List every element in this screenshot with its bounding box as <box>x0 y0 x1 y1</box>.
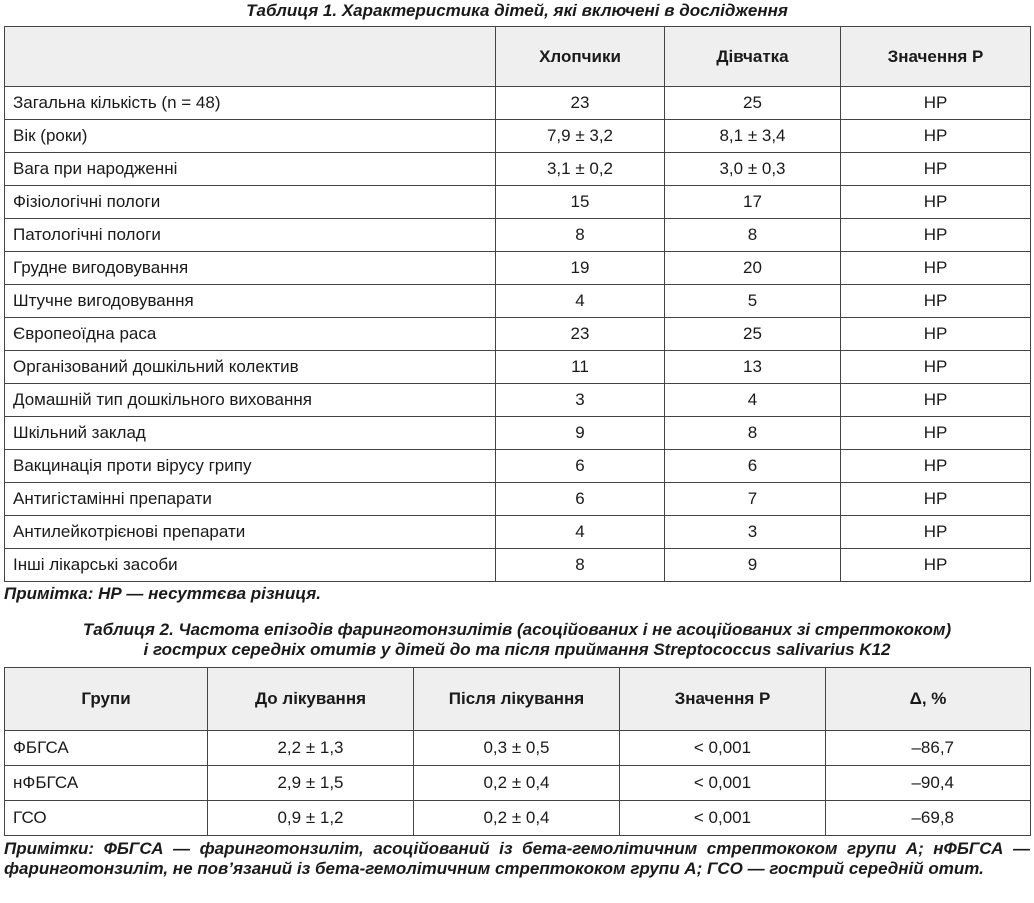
value-cell: –90,4 <box>826 766 1031 801</box>
row-label-cell: нФБГСА <box>5 766 208 801</box>
table1-body <box>5 87 1031 582</box>
value-cell: 8 <box>665 417 841 450</box>
value-cell: НР <box>841 153 1031 186</box>
table2-header-after: Після лікування <box>414 668 620 731</box>
value-cell: 0,3 ± 0,5 <box>414 731 620 766</box>
table-row <box>5 417 1031 450</box>
value-cell: 11 <box>496 351 665 384</box>
row-label-cell: Патологічні пологи <box>5 219 496 252</box>
table1-header-girls: Дівчатка <box>665 27 841 87</box>
table-row <box>5 219 1031 252</box>
value-cell: НР <box>841 285 1031 318</box>
value-cell: 25 <box>665 318 841 351</box>
value-cell: 5 <box>665 285 841 318</box>
table-row <box>5 186 1031 219</box>
value-cell: 6 <box>665 450 841 483</box>
table2-caption-line2: і гострих середніх отитів у дітей до та після приймання Streptococcus salivarius K12 <box>143 640 891 659</box>
value-cell: 9 <box>665 549 841 582</box>
value-cell: 4 <box>665 384 841 417</box>
row-label-cell: Вакцинація проти вірусу грипу <box>5 450 496 483</box>
table-row <box>5 450 1031 483</box>
value-cell: 19 <box>496 252 665 285</box>
table-row <box>5 731 1031 766</box>
table2-header-groups: Групи <box>5 668 208 731</box>
table-row <box>5 351 1031 384</box>
table-row <box>5 549 1031 582</box>
row-label-cell: Штучне вигодовування <box>5 285 496 318</box>
value-cell: НР <box>841 186 1031 219</box>
table2-caption-line1: Таблиця 2. Частота епізодів фаринготонзилітів (асоційованих і не асоційованих зі стрептококом) <box>82 620 952 639</box>
value-cell: 7 <box>665 483 841 516</box>
value-cell: НР <box>841 483 1031 516</box>
table-row <box>5 285 1031 318</box>
value-cell: 3,0 ± 0,3 <box>665 153 841 186</box>
value-cell: 4 <box>496 516 665 549</box>
value-cell: 8 <box>665 219 841 252</box>
table-row <box>5 120 1031 153</box>
row-label-cell: Домашній тип дошкільного виховання <box>5 384 496 417</box>
table2-header-delta: Δ, % <box>826 668 1031 731</box>
value-cell: НР <box>841 318 1031 351</box>
row-label-cell: Загальна кількість (n = 48) <box>5 87 496 120</box>
row-label-cell: Організований дошкільний колектив <box>5 351 496 384</box>
row-label-cell: Грудне вигодовування <box>5 252 496 285</box>
table1-caption: Таблиця 1. Характеристика дітей, які включені в дослідження <box>246 1 788 20</box>
value-cell: 6 <box>496 450 665 483</box>
row-label-cell: ФБГСА <box>5 731 208 766</box>
table1-header-row <box>5 27 1031 87</box>
value-cell: НР <box>841 351 1031 384</box>
value-cell: 2,2 ± 1,3 <box>208 731 414 766</box>
value-cell: 0,9 ± 1,2 <box>208 801 414 836</box>
table2-note: Примітки: ФБГСА — фаринготонзиліт, асоційований із бета-гемолітичним стрептококом групи А; нФБГСА — фаринготонзиліт, не пов’язаний із бета-гемолітичним стрептококом групи А; ГСО — гострий середній отит. <box>4 839 1030 878</box>
value-cell: 13 <box>665 351 841 384</box>
table-row <box>5 87 1031 120</box>
value-cell: НР <box>841 87 1031 120</box>
value-cell: 23 <box>496 87 665 120</box>
table-row <box>5 318 1031 351</box>
table2-header-row <box>5 668 1031 731</box>
table-row <box>5 516 1031 549</box>
value-cell: –69,8 <box>826 801 1031 836</box>
value-cell: 25 <box>665 87 841 120</box>
table-row <box>5 153 1031 186</box>
table-row <box>5 384 1031 417</box>
value-cell: 6 <box>496 483 665 516</box>
value-cell: –86,7 <box>826 731 1031 766</box>
table2-caption <box>0 620 1034 660</box>
table2-body <box>5 731 1031 836</box>
value-cell: 3,1 ± 0,2 <box>496 153 665 186</box>
value-cell: 0,2 ± 0,4 <box>414 801 620 836</box>
table1-header-label <box>5 27 496 87</box>
value-cell: НР <box>841 516 1031 549</box>
value-cell: НР <box>841 120 1031 153</box>
value-cell: < 0,001 <box>620 801 826 836</box>
table-row <box>5 766 1031 801</box>
row-label-cell: Європеоїдна раса <box>5 318 496 351</box>
table-row <box>5 801 1031 836</box>
row-label-cell: Антигістамінні препарати <box>5 483 496 516</box>
value-cell: 20 <box>665 252 841 285</box>
value-cell: 23 <box>496 318 665 351</box>
value-cell: НР <box>841 252 1031 285</box>
value-cell: 2,9 ± 1,5 <box>208 766 414 801</box>
table1-header-p-value: Значення Р <box>841 27 1031 87</box>
value-cell: 3 <box>496 384 665 417</box>
row-label-cell: Інші лікарські засоби <box>5 549 496 582</box>
table1-header-boys: Хлопчики <box>496 27 665 87</box>
value-cell: НР <box>841 549 1031 582</box>
value-cell: НР <box>841 417 1031 450</box>
table1-note: Примітка: НР — несуттєва різниця. <box>4 584 321 603</box>
episode-frequency-table <box>4 667 1031 836</box>
characteristics-table <box>4 26 1031 582</box>
table-row <box>5 252 1031 285</box>
row-label-cell: Вік (роки) <box>5 120 496 153</box>
value-cell: 3 <box>665 516 841 549</box>
value-cell: НР <box>841 384 1031 417</box>
value-cell: 0,2 ± 0,4 <box>414 766 620 801</box>
value-cell: 8 <box>496 219 665 252</box>
value-cell: НР <box>841 219 1031 252</box>
row-label-cell: Вага при народженні <box>5 153 496 186</box>
value-cell: 17 <box>665 186 841 219</box>
row-label-cell: ГСО <box>5 801 208 836</box>
value-cell: < 0,001 <box>620 731 826 766</box>
table2-header-before: До лікування <box>208 668 414 731</box>
value-cell: 8,1 ± 3,4 <box>665 120 841 153</box>
value-cell: 4 <box>496 285 665 318</box>
row-label-cell: Шкільний заклад <box>5 417 496 450</box>
value-cell: < 0,001 <box>620 766 826 801</box>
value-cell: НР <box>841 450 1031 483</box>
value-cell: 8 <box>496 549 665 582</box>
value-cell: 9 <box>496 417 665 450</box>
table2-header-p-value: Значення Р <box>620 668 826 731</box>
value-cell: 7,9 ± 3,2 <box>496 120 665 153</box>
value-cell: 15 <box>496 186 665 219</box>
table-row <box>5 483 1031 516</box>
row-label-cell: Фізіологічні пологи <box>5 186 496 219</box>
row-label-cell: Антилейкотрієнові препарати <box>5 516 496 549</box>
